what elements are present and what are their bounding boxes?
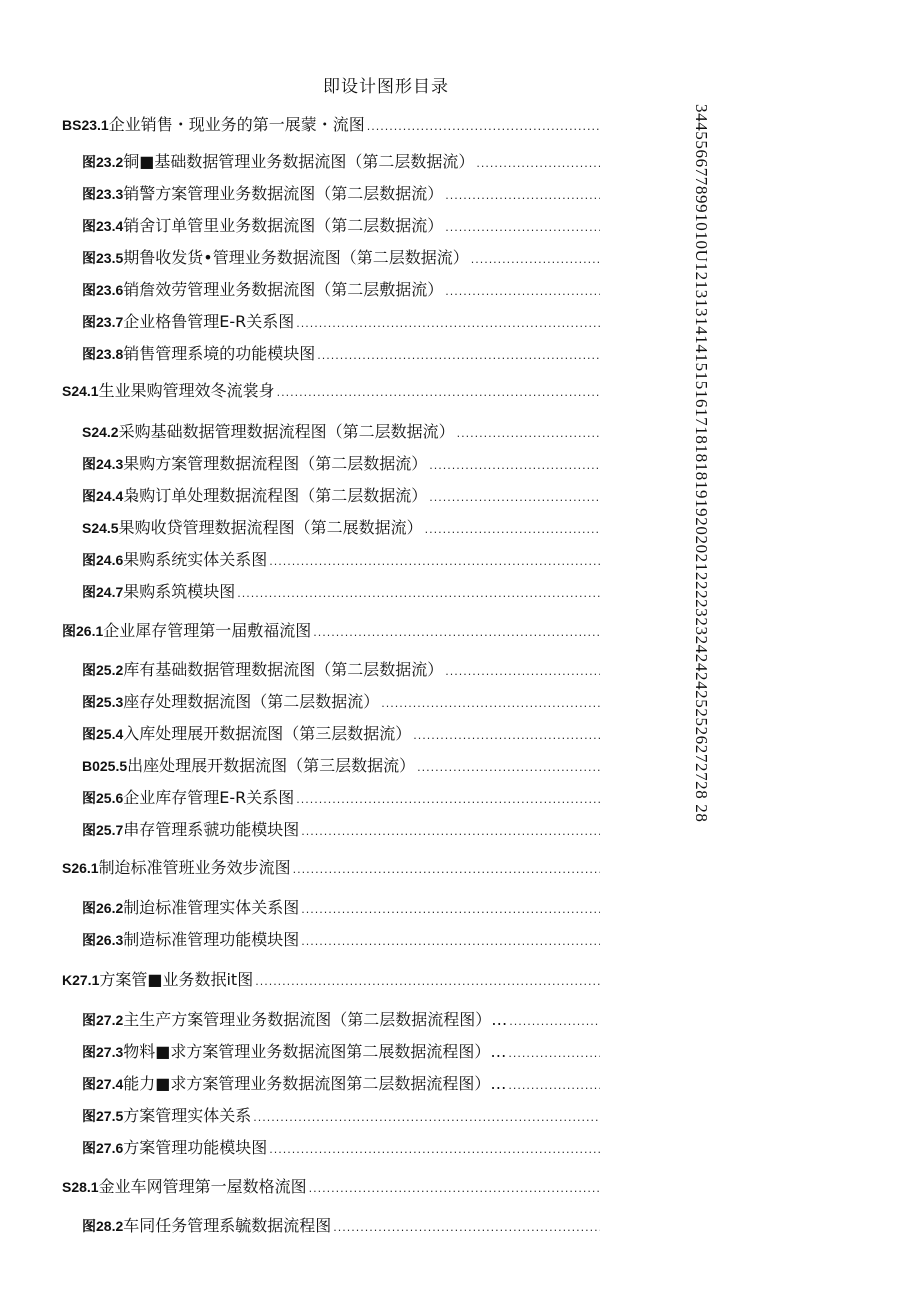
toc-figure-entry[interactable] <box>82 1009 600 1031</box>
toc-entry-text: 果购收贷管理数据流程图（第二展数据流） <box>118 518 423 537</box>
toc-entry-label <box>82 1215 331 1237</box>
toc-entry-code: 图24.4 <box>82 488 124 504</box>
toc-entry-label <box>82 247 469 269</box>
toc-entry-label <box>82 151 474 173</box>
dot-leader <box>269 551 600 573</box>
toc-entry-label <box>82 1009 507 1031</box>
toc-entry-code: 图27.6 <box>82 1140 124 1156</box>
toc-entry-text: 制造标准管理功能模块图 <box>123 930 300 949</box>
toc-entry-label <box>82 691 379 713</box>
dot-leader <box>367 116 600 138</box>
toc-entry-label <box>82 453 427 475</box>
toc-entry-code: 图25.7 <box>82 822 124 838</box>
toc-figure-entry[interactable] <box>82 659 600 681</box>
toc-entry-label <box>62 857 291 879</box>
dot-leader <box>313 622 600 644</box>
toc-entry-label <box>82 1041 506 1063</box>
toc-figure-entry[interactable] <box>82 1041 600 1063</box>
toc-entry-text: 企业库存管理E-R关系图 <box>123 788 295 807</box>
toc-entry-text: 企业犀存管理第一届敷福流图 <box>103 621 312 640</box>
toc-entry-text: 车同任务管理系毓数据流程图 <box>123 1216 332 1235</box>
toc-entry-text: 出座处理展开数据流图（第三层数据流） <box>127 756 416 775</box>
toc-figure-entry[interactable] <box>82 485 600 507</box>
toc-entry-text: 企业格鲁管理E-R关系图 <box>123 312 295 331</box>
page-number-column: 3445566778991010U12131314141515161718181819192020212222323242424252526272728 28 <box>692 104 711 823</box>
toc-entry-text: 金业车网管理第一屋数格流图 <box>98 1177 307 1196</box>
toc-section-entry[interactable] <box>62 1176 600 1198</box>
dot-leader <box>301 821 600 843</box>
toc-entry-label <box>82 311 294 333</box>
dot-leader <box>476 153 600 175</box>
toc-entry-label <box>82 485 427 507</box>
toc-entry-code: 图25.6 <box>82 790 124 806</box>
toc-entry-label <box>82 1073 506 1095</box>
dot-leader <box>296 313 600 335</box>
toc-figure-entry[interactable] <box>82 929 600 951</box>
toc-entry-text: 入库处理展开数据流图（第三层数据流） <box>123 724 412 743</box>
toc-figure-entry[interactable] <box>82 151 600 173</box>
dot-leader <box>269 1139 600 1161</box>
dot-leader <box>277 382 600 404</box>
toc-entry-label <box>82 215 443 237</box>
toc-figure-entry[interactable] <box>82 819 600 841</box>
page-title: 即设计图形目录 <box>323 77 449 97</box>
toc-entry-text: 期鲁收发货•管理业务数据流图（第二层数据流） <box>123 248 469 267</box>
toc-entry-label <box>62 1176 307 1198</box>
toc-entry-label <box>82 421 455 443</box>
toc-figure-entry[interactable] <box>82 247 600 269</box>
dot-leader <box>471 249 600 271</box>
dot-leader <box>296 789 600 811</box>
toc-entry-text: 果购系筑模块图 <box>123 582 236 601</box>
toc-section-entry[interactable] <box>62 620 600 642</box>
toc-entry-label <box>62 620 311 642</box>
toc-figure-entry[interactable] <box>82 1215 600 1237</box>
toc-entry-text: 销警方案管理业务数据流图（第二层数据流） <box>123 184 444 203</box>
toc-entry-text: 制迨标准管理实体关系图 <box>123 898 300 917</box>
toc-figure-entry[interactable] <box>82 755 600 777</box>
toc-entry-code: 图23.4 <box>82 218 124 234</box>
toc-entry-code: 图23.8 <box>82 346 124 362</box>
toc-entry-code: 图26.3 <box>82 932 124 948</box>
dot-leader <box>509 1011 600 1033</box>
toc-entry-label <box>62 380 275 402</box>
toc-entry-label <box>82 659 443 681</box>
toc-entry-label <box>82 549 267 571</box>
dot-leader <box>253 1107 600 1129</box>
toc-entry-code: S24.5 <box>82 520 119 536</box>
toc-figure-entry[interactable] <box>82 279 600 301</box>
toc-entry-code: S28.1 <box>62 1179 99 1195</box>
dot-leader <box>309 1178 600 1200</box>
dot-leader <box>429 487 600 509</box>
toc-entry-text: 制迨标准管班业务效步流图 <box>98 858 291 877</box>
toc-entry-text: 座存处理数据流图（第二层数据流） <box>123 692 380 711</box>
toc-entry-label <box>82 819 299 841</box>
toc-entry-code: 图26.1 <box>62 623 104 639</box>
toc-entry-label <box>62 969 253 991</box>
toc-entry-code: 图28.2 <box>82 1218 124 1234</box>
toc-entry-text: 枭购订单处理数据流程图（第二层数据流） <box>123 486 428 505</box>
toc-entry-text: 销售管理系境的功能模块图 <box>123 344 316 363</box>
toc-figure-entry[interactable] <box>82 215 600 237</box>
toc-figure-entry[interactable] <box>82 343 600 365</box>
toc-entry-code: 图23.5 <box>82 250 124 266</box>
dot-leader <box>445 281 600 303</box>
toc-entry-label <box>82 1105 251 1127</box>
toc-entry-code: K27.1 <box>62 972 100 988</box>
dot-leader <box>317 345 600 367</box>
toc-entry-label <box>82 897 299 919</box>
toc-entry-text: 果购系统实体关系图 <box>123 550 268 569</box>
toc-entry-code: 图23.7 <box>82 314 124 330</box>
toc-figure-entry[interactable] <box>82 421 600 443</box>
toc-figure-entry[interactable] <box>82 1105 600 1127</box>
toc-entry-label <box>62 114 365 136</box>
dot-leader <box>301 899 600 921</box>
dot-leader <box>445 217 600 239</box>
toc-entry-code: 图24.7 <box>82 584 124 600</box>
toc-entry-text: 方案管理功能模块图 <box>123 1138 268 1157</box>
toc-entry-label <box>82 929 299 951</box>
toc-entry-label <box>82 723 411 745</box>
toc-entry-label <box>82 183 443 205</box>
toc-entry-code: 图26.2 <box>82 900 124 916</box>
toc-entry-code: 图24.3 <box>82 456 124 472</box>
dot-leader <box>508 1075 600 1097</box>
dot-leader <box>333 1217 600 1239</box>
dot-leader <box>445 185 600 207</box>
toc-entry-text: 销舍订单管里业务数据流图（第二层数据流） <box>123 216 444 235</box>
toc-section-entry[interactable] <box>62 114 600 136</box>
toc-entry-code: S24.2 <box>82 424 119 440</box>
toc-entry-code: 图25.4 <box>82 726 124 742</box>
dot-leader <box>445 661 600 683</box>
toc-entry-code: 图27.5 <box>82 1108 124 1124</box>
toc-section-entry[interactable] <box>62 380 600 402</box>
toc-figure-entry[interactable] <box>82 453 600 475</box>
toc-entry-text: 库有基础数据管理数据流图（第二层数据流） <box>123 660 444 679</box>
toc-entry-code: 图27.4 <box>82 1076 124 1092</box>
toc-entry-text: 主生产方案管理业务数据流图（第二层数据流程图）… <box>123 1010 508 1029</box>
toc-figure-entry[interactable] <box>82 897 600 919</box>
toc-entry-code: B025.5 <box>82 758 128 774</box>
toc-entry-code: 图23.3 <box>82 186 124 202</box>
toc-section-entry[interactable] <box>62 857 600 879</box>
toc-entry-text: 方案管■业务数抿it图 <box>99 970 254 989</box>
toc-entry-text: 企业销售・现业务的第一展蒙・流图 <box>108 115 365 134</box>
toc-entry-code: S24.1 <box>62 383 99 399</box>
dot-leader <box>255 971 600 993</box>
toc-figure-entry[interactable] <box>82 311 600 333</box>
toc-entry-text: 销詹效劳管理业务数据流图（第二层敷据流） <box>123 280 444 299</box>
dot-leader <box>293 859 600 881</box>
toc-entry-code: 图25.3 <box>82 694 124 710</box>
dot-leader <box>301 931 600 953</box>
toc-entry-code: 图27.3 <box>82 1044 124 1060</box>
toc-figure-entry[interactable] <box>82 549 600 571</box>
toc-figure-entry[interactable] <box>82 723 600 745</box>
toc-entry-text: 能力■求方案管理业务数据流图第二层数据流程图）… <box>123 1074 507 1093</box>
toc-figure-entry[interactable] <box>82 581 600 603</box>
toc-entry-code: 图25.2 <box>82 662 124 678</box>
dot-leader <box>381 693 600 715</box>
toc-entry-label <box>82 517 423 539</box>
dot-leader <box>417 757 600 779</box>
dot-leader <box>425 519 600 541</box>
toc-entry-text: 铜■基础数据管理业务数据流图（第二层数据流） <box>123 152 475 171</box>
toc-figure-entry[interactable] <box>82 691 600 713</box>
toc-entry-code: S26.1 <box>62 860 99 876</box>
toc-entry-text: 果购方案管理数据流程图（第二层数据流） <box>123 454 428 473</box>
dot-leader <box>457 423 600 445</box>
toc-figure-entry[interactable] <box>82 1073 600 1095</box>
toc-entry-code: BS23.1 <box>62 117 109 133</box>
toc-entry-code: 图23.6 <box>82 282 124 298</box>
toc-figure-entry[interactable] <box>82 517 600 539</box>
toc-entry-text: 串存管理系虢功能模块图 <box>123 820 300 839</box>
toc-entry-code: 图24.6 <box>82 552 124 568</box>
toc-entry-text: 采购基础数据管理数据流程图（第二层数据流） <box>118 422 455 441</box>
toc-section-entry[interactable] <box>62 969 600 991</box>
toc-entry-text: 物料■求方案管理业务数据流图第二展数据流程图）… <box>123 1042 507 1061</box>
toc-entry-text: 方案管理实体关系 <box>123 1106 252 1125</box>
toc-entry-label <box>82 787 294 809</box>
toc-entry-label <box>82 755 415 777</box>
toc-entry-label <box>82 1137 267 1159</box>
toc-entry-label <box>82 343 315 365</box>
toc-entry-text: 生业果购管理效冬流裳身 <box>98 381 275 400</box>
toc-entry-code: 图27.2 <box>82 1012 124 1028</box>
toc-entry-code: 图23.2 <box>82 154 124 170</box>
dot-leader <box>413 725 600 747</box>
dot-leader <box>508 1043 600 1065</box>
dot-leader <box>237 583 600 605</box>
toc-entry-label <box>82 279 443 301</box>
toc-figure-entry[interactable] <box>82 787 600 809</box>
toc-entry-label <box>82 581 235 603</box>
toc-figure-entry[interactable] <box>82 183 600 205</box>
toc-figure-entry[interactable] <box>82 1137 600 1159</box>
dot-leader <box>429 455 600 477</box>
